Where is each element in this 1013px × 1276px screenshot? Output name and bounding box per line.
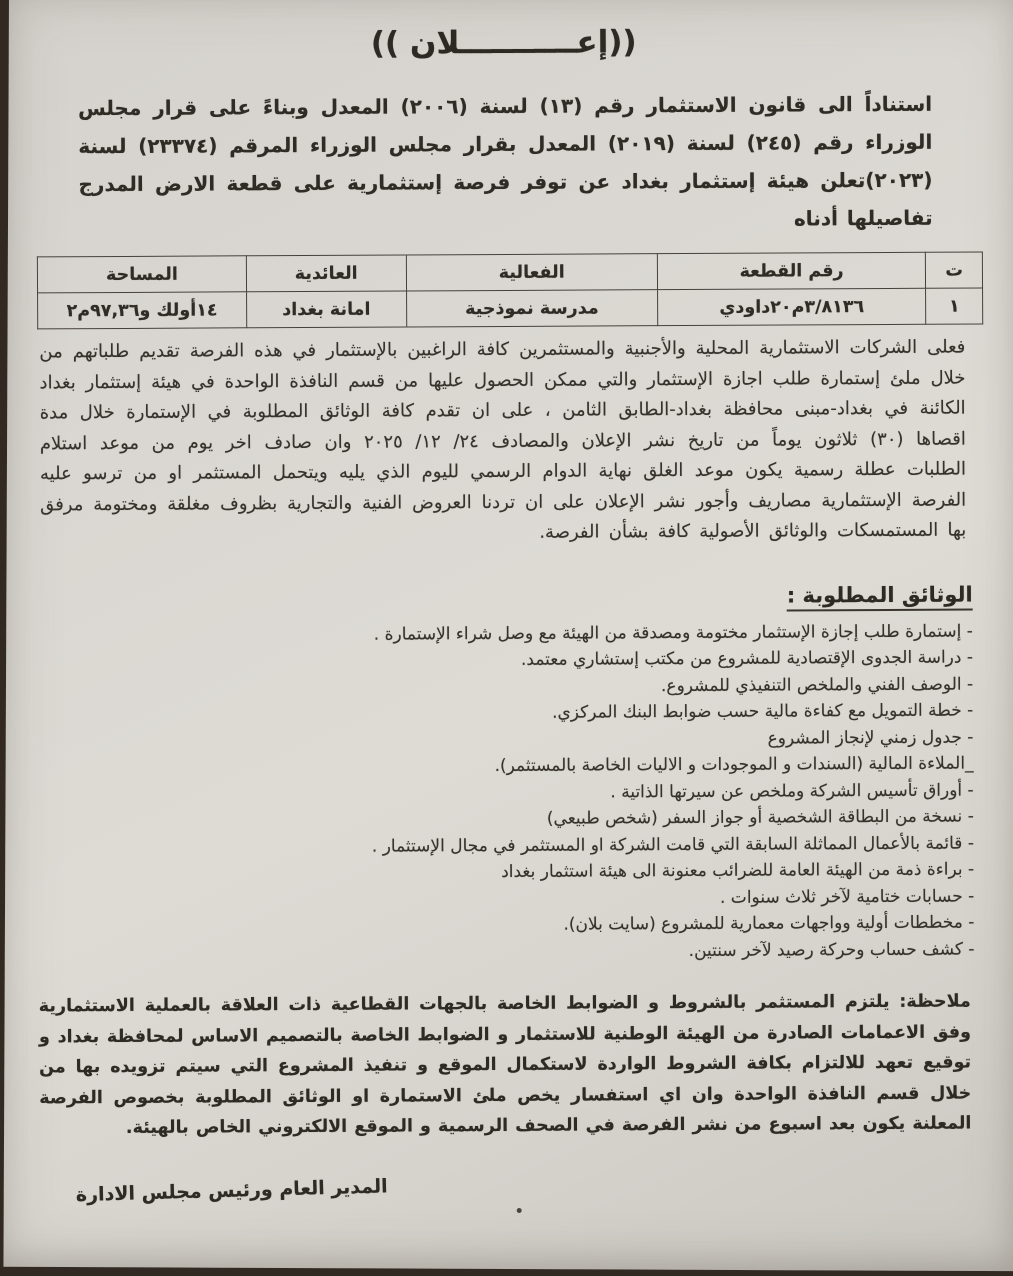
required-doc-item: - حسابات ختامية لآخر ثلاث سنوات . (719, 886, 975, 908)
required-documents-heading: الوثائق المطلوبة : (787, 582, 973, 611)
required-doc-item: - نسخة من البطاقة الشخصية أو جواز السفر (شخص طبيعي) (546, 806, 974, 829)
required-doc-item: - الوصف الفني والملخص التنفيذي للمشروع. (660, 674, 974, 696)
table-header-seq: ت (926, 252, 983, 288)
table-cell-ownership: امانة بغداد (246, 291, 406, 328)
required-doc-item: - براءة ذمة من الهيئة العامة للضرائب معنونة الى هيئة استثمار بغداد (501, 859, 975, 882)
required-doc-item: - كشف حساب وحركة رصيد لآخر سنتين. (688, 939, 975, 961)
required-doc-item: _الملاءة المالية (السندات و الموجودات و الاليات الخاصة بالمستثمر). (494, 753, 974, 777)
table-header-row (37, 252, 982, 293)
table-cell-area: ١٤أولك و٩٧,٣٦م٢ (38, 292, 247, 329)
plots-table (37, 251, 983, 329)
paper-speck (517, 1208, 522, 1213)
required-documents-section (67, 582, 975, 967)
table-header-plot-number: رقم القطعة (657, 252, 926, 289)
table-cell-activity: مدرسة نموذجية (406, 290, 658, 327)
body-paragraph: فعلى الشركات الاستثمارية المحلية والأجنبية والمستثمرين كافة الراغبين بالإستثمار في هذه الفرصة تقديم طلباتهم من خلال ملئ إستمارة طلب اجازة الإستثمار والتي ممكن الحصول عليها من قسم النافذة الواحدة في هيئة إستثمار بغداد الكائنة في بغداد-مبنى محافظة بغداد-الطابق الثامن ، على ان تقدم كافة الوثائق المطلوبة في الإستمارة خلال مدة اقصاها (٣٠) ثلاثون يوماً من تاريخ نشر الإعلان والمصادف ٢٤/ ١٢/ ٢٠٢٥ وان صادف اخر يوم من موعد استلام الطلبات عطلة رسمية يكون موعد الغلق نهاية الدوام الرسمي لليوم الذي يليه ويتحمل المستثمر او من ترسو عليه الفرصة الإستثمارية مصاريف وأجور نشر الإعلان على ان تردنا العروض الفنية والتجارية بظروف مغلقة ومختومة مرفق بها المستمسكات والوثائق الأصولية كافة بشأن الفرصة. (39, 336, 967, 543)
required-doc-item: - خطة التمويل مع كفاءة مالية حسب ضوابط البنك المركزي. (552, 700, 974, 723)
required-doc-item: - إستمارة طلب إجازة الإستثمار مختومة ومصدقة من الهيئة مع وصل شراء الإستمارة . (373, 621, 973, 645)
signature-title: المدير العام ورئيس مجلس الادارة (75, 1174, 388, 1206)
required-doc-item: - أوراق تأسيس الشركة وملخص عن سيرتها الذاتية . (610, 780, 974, 802)
table-header-ownership: العائدية (246, 255, 406, 292)
table-header-activity: الفعالية (406, 254, 658, 291)
required-doc-item: - مخططات أولية وواجهات معمارية للمشروع (سايت بلان). (563, 912, 975, 935)
announcement-title: ((إعـــــــــــلان )) (370, 24, 637, 62)
note-paragraph: ملاحظة: يلتزم المستثمر بالشروط و الضوابط الخاصة بالجهات القطاعية ذات العلاقة بالعملية الاستثمارية وفق الاعمامات الصادرة من الهيئة الوطنية للاستثمار و الضوابط الخاصة بالتصميم الاساس لمحافظة بغداد و توقيع تعهد للالتزام بكافة الشروط الواردة لاستكمال الموقع و تنفيذ المشروع التي سيتم تزويده بها من خلال قسم النافذة الواحدة وان اي استفسار يخص ملئ الاستمارة او الوثائق المطلوبة بخصوص الفرصة المعلنة يكون بعد اسبوع من نشر الفرصة في الصحف الرسمية و الموقع الالكتروني الخاص بالهيئة. (38, 991, 972, 1138)
announcement-document (4, 0, 1009, 1272)
required-doc-item: - قائمة بالأعمال المماثلة السابقة التي قامت الشركة او المستثمر في مجال الإستثمار . (371, 833, 974, 857)
table-cell-plot-number: ٣/٨١٣٦م٢٠داودي (657, 288, 926, 325)
intro-paragraph: استناداً الى قانون الاستثمار رقم (١٣) لسنة (٢٠٠٦) المعدل وبناءً على قرار مجلس الوزراء رقم (٢٤٥) لسنة (٢٠١٩) المعدل بقرار مجلس الوزراء المرقم (٢٣٣٧٤) لسنة (٢٠٢٣)تعلن هيئة إستثمار بغداد عن توفر فرصة إستثمارية على قطعة الارض المدرج تفاصيلها أدناه (78, 91, 933, 231)
table-cell-seq: ١ (926, 288, 983, 324)
required-doc-item: - دراسة الجدوى الإقتصادية للمشروع من مكتب إستشاري معتمد. (520, 647, 974, 670)
paper-sheet (3, 0, 1013, 1271)
required-doc-item: - جدول زمني لإنجاز المشروع (767, 727, 974, 749)
required-documents-list (67, 618, 975, 967)
table-header-area: المساحة (37, 256, 246, 293)
table-row (38, 288, 983, 329)
